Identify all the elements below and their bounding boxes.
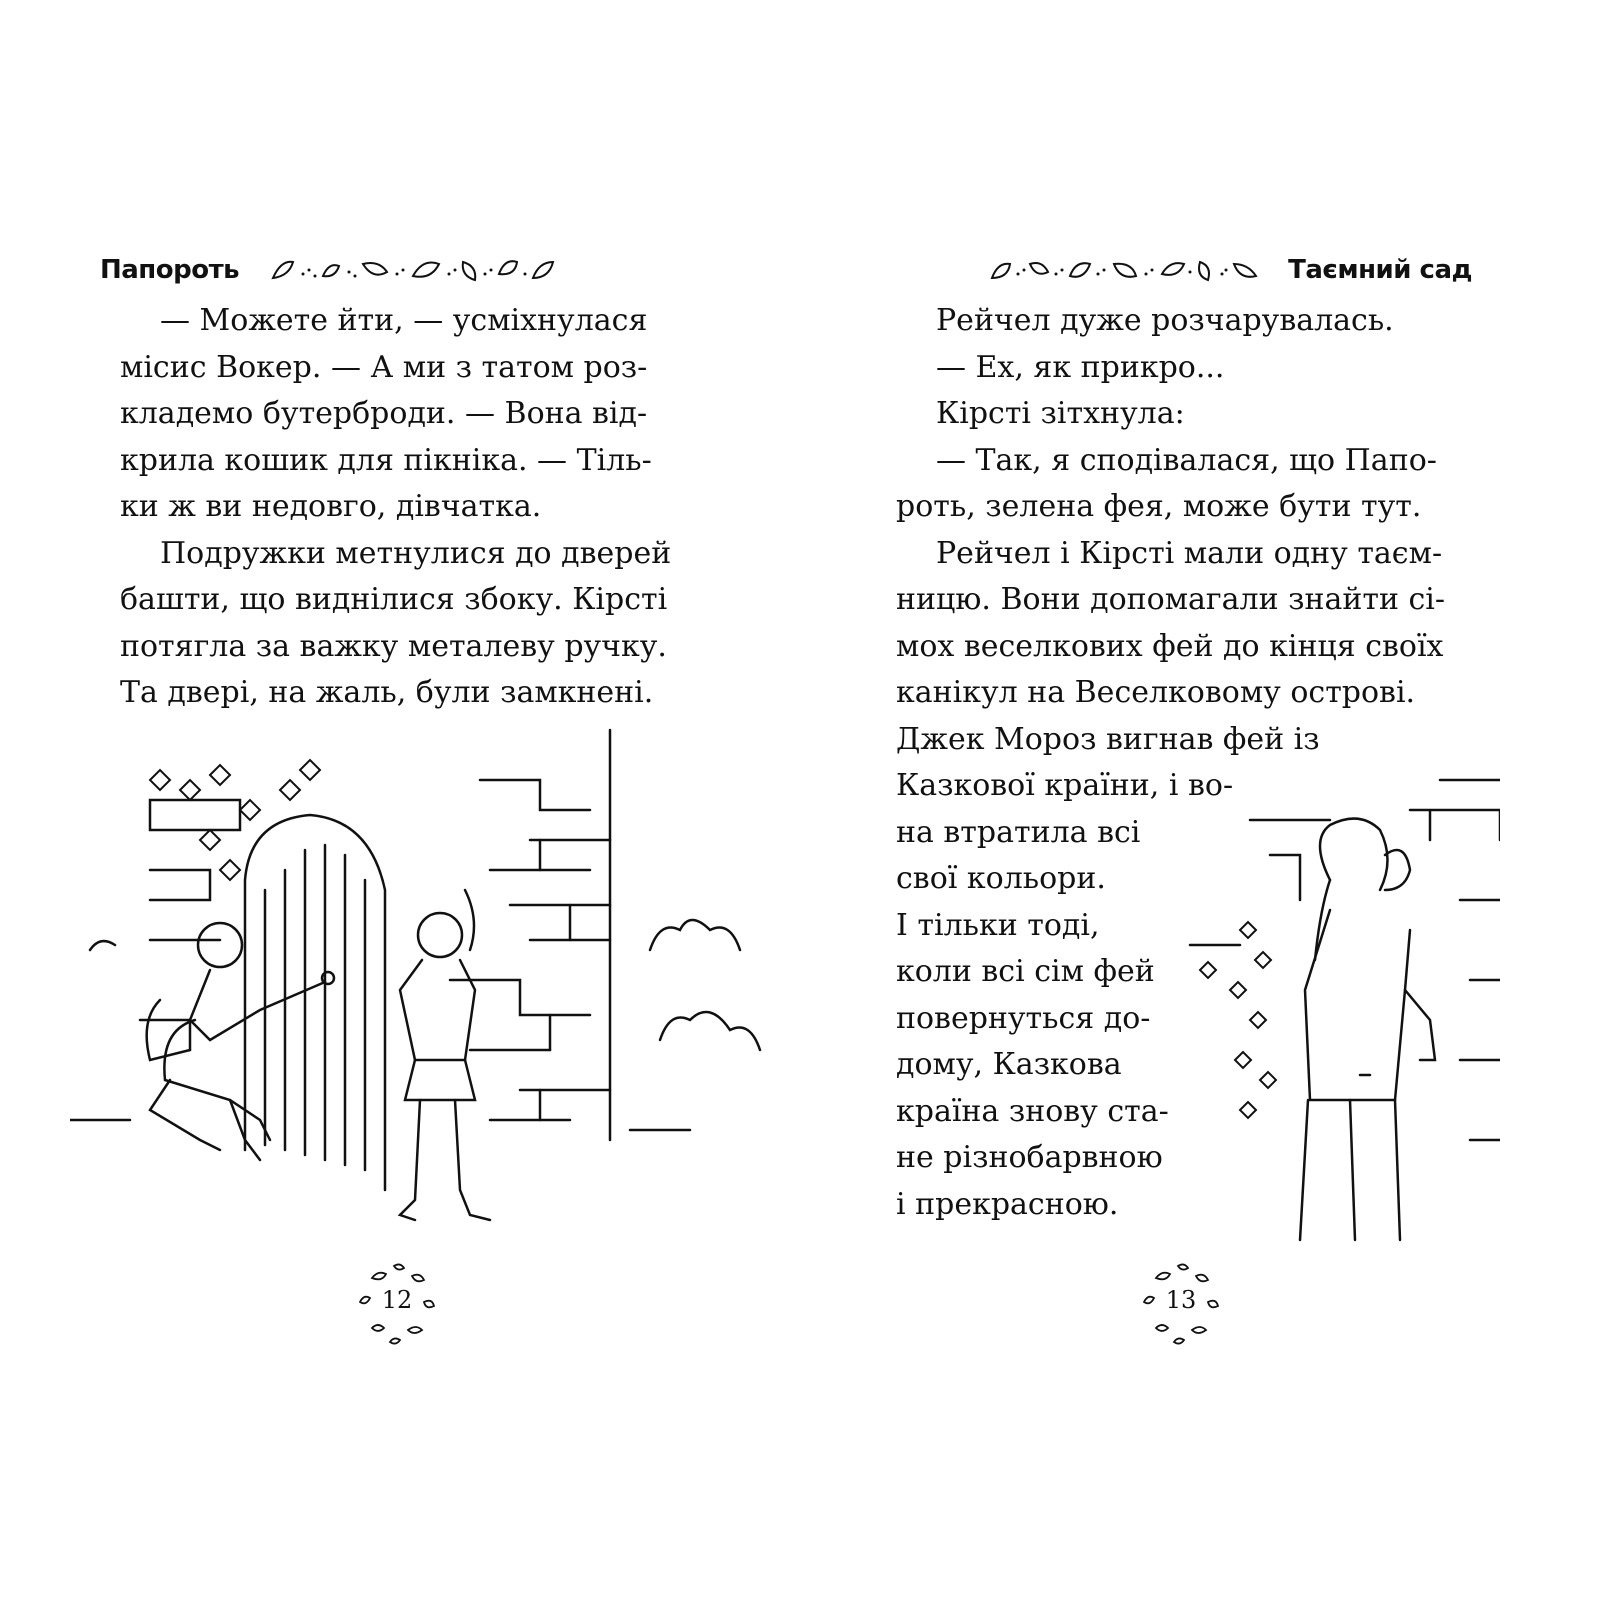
text-line: не різнобарвною — [896, 1140, 1163, 1175]
leaf-vine-ornament — [263, 252, 563, 288]
illustration-girls-at-tower-door — [70, 720, 770, 1260]
text-line: дому, Казкова — [896, 1047, 1122, 1082]
running-head-title: Таємний сад — [1288, 255, 1472, 285]
text-line: канікул на Веселковому острові. — [896, 675, 1416, 710]
text-line: І тільки тоді, — [896, 907, 1100, 943]
text-line: коли всі сім фей — [896, 954, 1155, 989]
text-line: крила кошик для пікніка. — Тіль- — [120, 442, 652, 478]
page-number: 13 — [1165, 1286, 1197, 1314]
text-line: на втратила всі — [896, 814, 1141, 850]
text-line: кладемо бутерброди. — Вона від- — [120, 396, 648, 431]
text-line: — Можете йти, — усміхнулася — [160, 303, 648, 338]
leaf-vine-ornament — [986, 252, 1266, 288]
text-line: Джек Мороз вигнав фей із — [896, 721, 1320, 757]
text-line: башти, що виднілися збоку. Кірсті — [120, 582, 668, 617]
text-line: Рейчел дуже розчарувалась. — [936, 303, 1394, 338]
left-body-text — [120, 298, 680, 717]
text-line: мох веселкових фей до кінця своїх — [896, 628, 1444, 664]
text-line: Казкової країни, і во- — [896, 768, 1234, 803]
text-line: країна знову ста- — [896, 1093, 1169, 1129]
text-line: місис Вокер. — А ми з татом роз- — [120, 349, 648, 385]
text-line: повернуться до- — [896, 1000, 1151, 1036]
running-head-left — [100, 250, 563, 290]
illustration-girl-by-wall — [1180, 760, 1500, 1260]
page-number-ornament-left — [352, 1258, 442, 1348]
text-line: Подружки метнулися до дверей — [160, 535, 672, 571]
page-number: 12 — [381, 1286, 413, 1314]
right-page — [800, 0, 1600, 1600]
text-line: потягла за важку металеву ручку. — [120, 628, 667, 664]
text-line: ницю. Вони допомагали знайти сі- — [896, 582, 1446, 617]
page-number-ornament-right — [1136, 1258, 1226, 1348]
text-line: Рейчел і Кірсті мали одну таєм- — [936, 535, 1443, 571]
text-line: і прекрасною. — [896, 1186, 1119, 1222]
text-line: Кірсті зітхнула: — [936, 396, 1185, 431]
running-head-right — [986, 250, 1472, 290]
text-line: — Ех, як прикро... — [936, 349, 1225, 385]
text-line: роть, зелена фея, може бути тут. — [896, 489, 1422, 524]
running-head-title: Папороть — [100, 255, 240, 285]
text-line: — Так, я сподівалася, що Папо- — [936, 442, 1437, 478]
text-line: ки ж ви недовго, дівчатка. — [120, 489, 542, 524]
text-line: Та двері, на жаль, були замкнені. — [120, 675, 654, 710]
text-line: свої кольори. — [896, 861, 1106, 896]
